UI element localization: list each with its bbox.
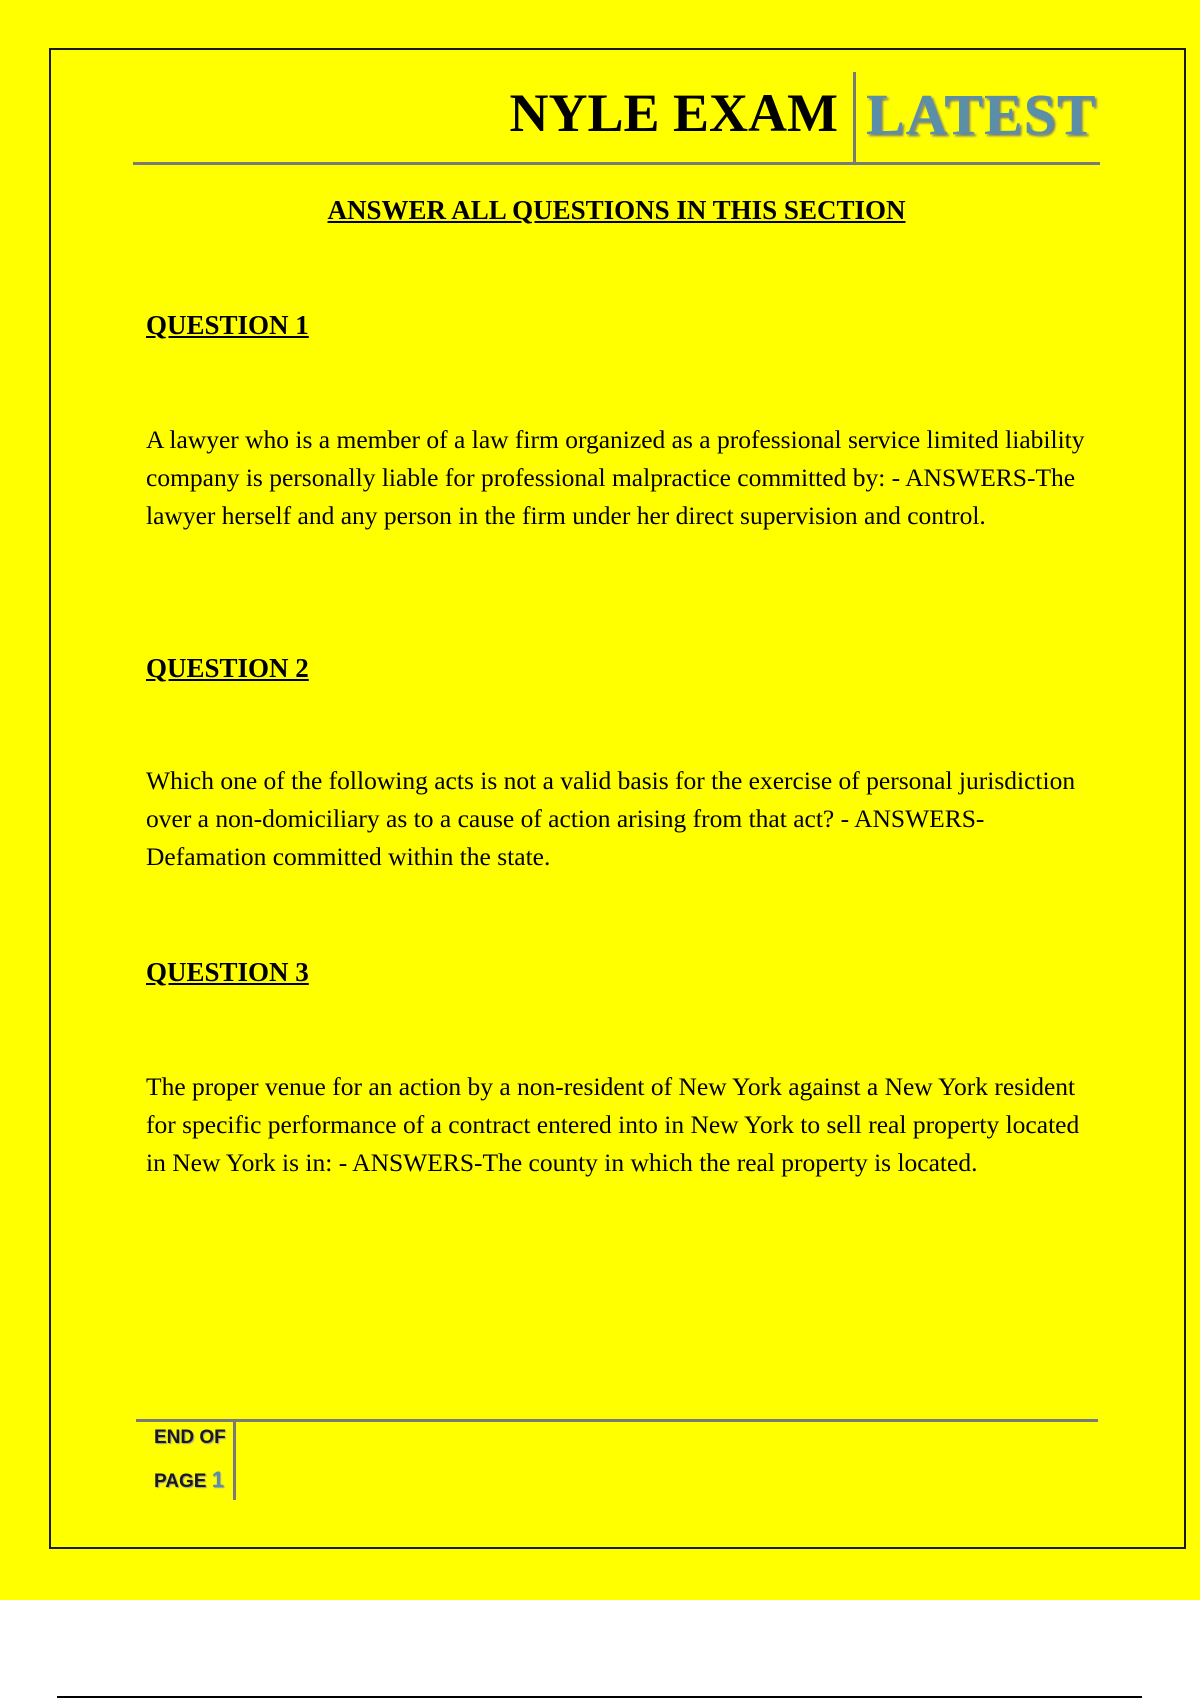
question-3-text: The proper venue for an action by a non-resident of New York against a New York resident for specific performance of a contract entered into in New York to sell real property located in New York is in: - ANSWERS-The county in which the real property is located. bbox=[146, 1072, 1080, 1177]
header-divider bbox=[853, 72, 856, 162]
next-page-rule bbox=[57, 1696, 1142, 1698]
question-2-label: QUESTION 2 bbox=[146, 653, 309, 683]
question-3-label: QUESTION 3 bbox=[146, 957, 309, 987]
question-2-text: Which one of the following acts is not a valid basis for the exercise of personal jurisdiction over a non-domiciliary as to a cause of action arising from that act? - ANSWERS-Defamation committed within the state. bbox=[146, 766, 1076, 871]
footer-end-of: END OF bbox=[154, 1427, 226, 1448]
header-rule bbox=[133, 162, 1100, 165]
footer-divider bbox=[233, 1422, 236, 1500]
footer-page-word: PAGE bbox=[154, 1471, 207, 1492]
question-1-label: QUESTION 1 bbox=[146, 310, 309, 340]
page-number: 1 bbox=[211, 1467, 224, 1492]
question-1-text: A lawyer who is a member of a law firm organized as a professional service limited liability company is personally liable for professional malpractice committed by: - ANSWERS-The lawyer herself and any person in the firm under her direct supervision and control. bbox=[146, 425, 1085, 530]
document-title: NYLE EXAM bbox=[509, 83, 838, 143]
section-heading: ANSWER ALL QUESTIONS IN THIS SECTION bbox=[327, 195, 906, 225]
footer-rule bbox=[136, 1419, 1098, 1422]
footer-page-label bbox=[154, 1466, 224, 1496]
header-badge: LATEST bbox=[866, 82, 1097, 147]
